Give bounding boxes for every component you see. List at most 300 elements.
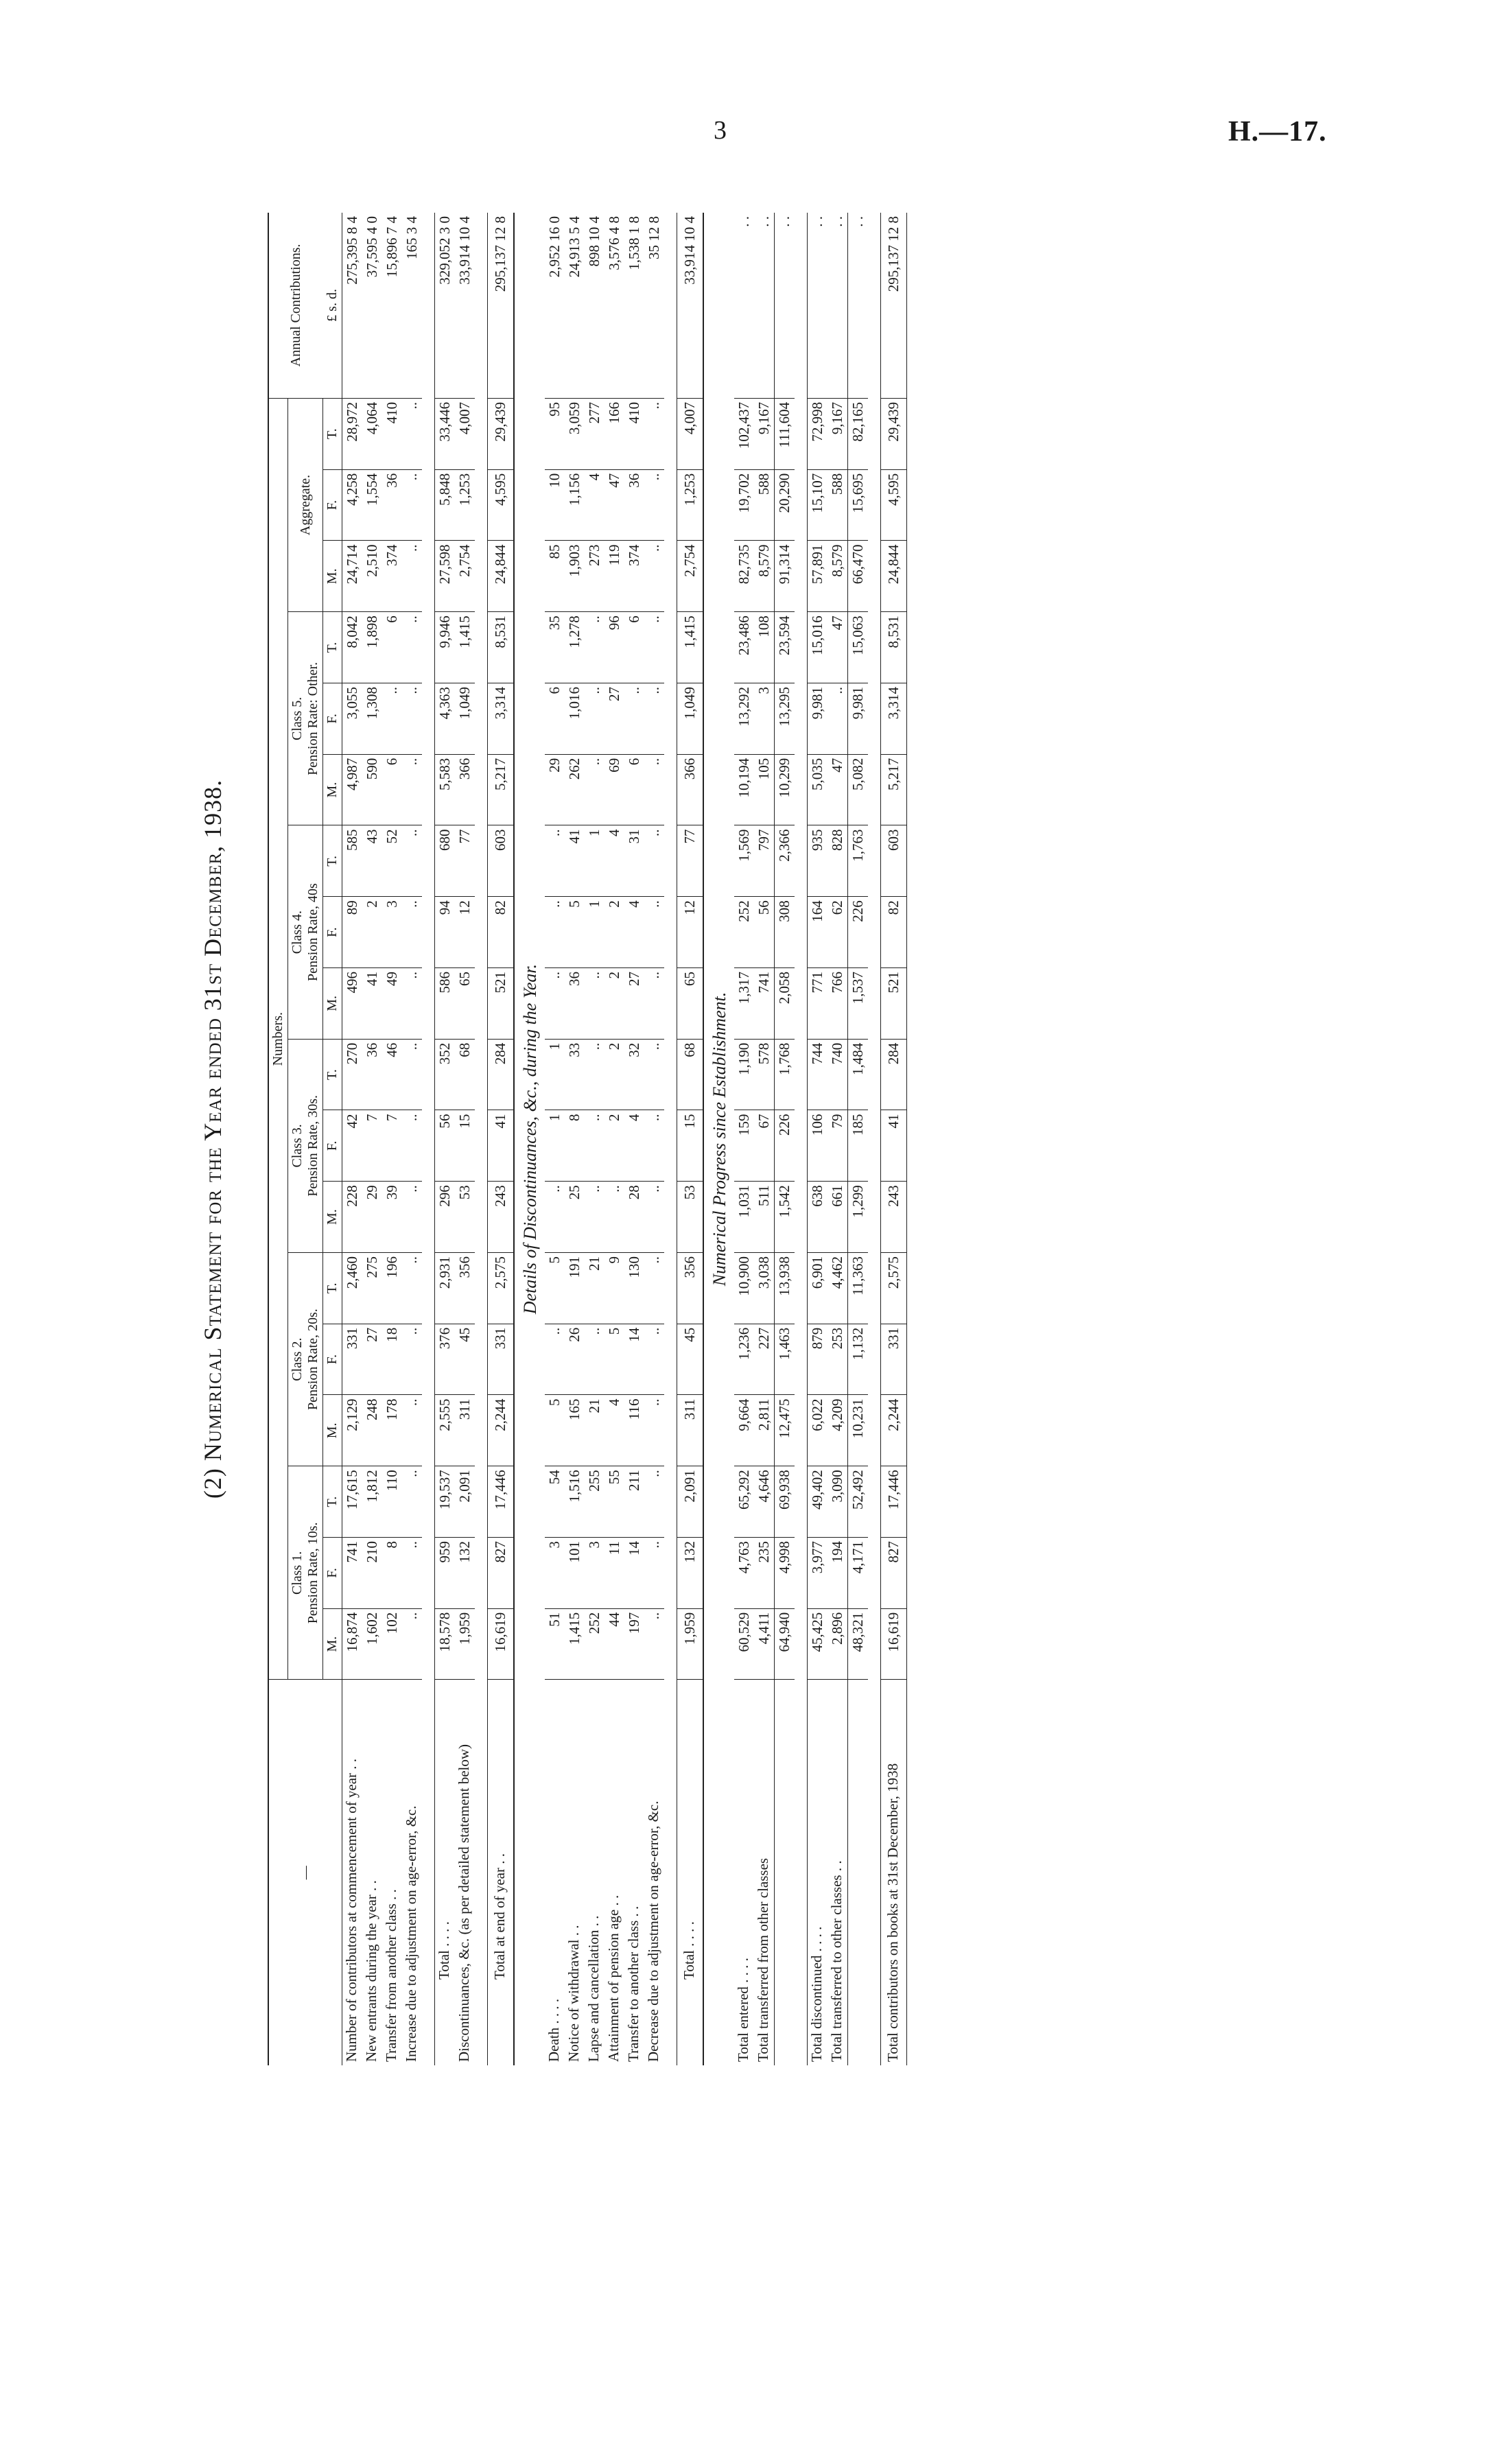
count-cell: 64,940	[775, 1608, 795, 1680]
count-cell: 1,463	[775, 1324, 795, 1395]
count-cell: 5	[545, 1395, 565, 1466]
count-cell: ..	[402, 1466, 422, 1538]
count-cell: 1,132	[848, 1324, 869, 1395]
row-label	[848, 1680, 869, 2065]
count-cell: ..	[644, 1538, 664, 1609]
count-cell: 1,236	[734, 1324, 754, 1395]
class-1-header: Class 1. Pension Rate, 10s.	[288, 1466, 323, 1680]
count-cell: 178	[382, 1395, 402, 1466]
count-cell: 8,579	[827, 541, 848, 612]
count-cell: ..	[402, 1608, 422, 1680]
contribution-cell: . .	[848, 213, 869, 398]
count-cell: 374	[624, 541, 644, 612]
count-cell: 42	[342, 1110, 363, 1182]
count-cell: 132	[455, 1538, 475, 1609]
count-cell: 2	[362, 897, 382, 968]
count-cell: ..	[545, 1324, 565, 1395]
count-cell: 166	[604, 398, 624, 469]
count-cell: ..	[402, 754, 422, 825]
count-cell: 3	[754, 683, 775, 755]
count-cell: 4	[624, 897, 644, 968]
count-cell: 8,579	[754, 541, 775, 612]
count-cell: ..	[545, 1182, 565, 1253]
count-cell: 96	[604, 612, 624, 683]
count-cell: 5	[545, 1253, 565, 1324]
table-row	[734, 213, 754, 2065]
count-cell: 29,439	[488, 398, 515, 469]
table-row	[382, 213, 402, 2065]
count-cell: 15,107	[808, 469, 828, 541]
count-cell: 356	[677, 1253, 704, 1324]
count-cell: 1	[545, 1110, 565, 1182]
count-cell: 521	[488, 968, 515, 1040]
contribution-cell: 2,952 16 0	[545, 213, 565, 398]
contribution-cell: 275,395 8 4	[342, 213, 363, 398]
count-cell: 2,931	[435, 1253, 456, 1324]
count-cell: 352	[435, 1039, 456, 1110]
count-cell: ..	[604, 1182, 624, 1253]
count-cell: 2,811	[754, 1395, 775, 1466]
count-cell: 20,290	[775, 469, 795, 541]
count-cell: 243	[488, 1182, 515, 1253]
table-row	[808, 213, 828, 2065]
count-cell: 3,314	[488, 683, 515, 755]
count-cell: 2	[604, 1039, 624, 1110]
count-cell: 227	[754, 1324, 775, 1395]
f-header: F.	[323, 1538, 342, 1609]
count-cell: 15	[455, 1110, 475, 1182]
count-cell: 82	[881, 897, 907, 968]
count-cell: ..	[644, 469, 664, 541]
count-cell: 376	[435, 1324, 456, 1395]
contribution-cell: . .	[808, 213, 828, 398]
count-cell: ..	[644, 612, 664, 683]
count-cell: 4,998	[775, 1538, 795, 1609]
count-cell: 273	[585, 541, 604, 612]
count-cell: 1,959	[677, 1608, 704, 1680]
count-cell: 2,091	[677, 1466, 704, 1538]
count-cell: 21	[585, 1395, 604, 1466]
count-cell: ..	[585, 612, 604, 683]
count-cell: 111,604	[775, 398, 795, 469]
t-header: T.	[323, 398, 342, 469]
count-cell: 47	[827, 612, 848, 683]
count-cell: 24,714	[342, 541, 363, 612]
count-cell: 1,299	[848, 1182, 869, 1253]
count-cell: 2,244	[488, 1395, 515, 1466]
count-cell: 3	[382, 897, 402, 968]
count-cell: 36	[565, 968, 585, 1040]
count-cell: 3	[585, 1538, 604, 1609]
count-cell: ..	[585, 968, 604, 1040]
row-label: Total . . . .	[677, 1680, 704, 2065]
count-cell: 9,981	[848, 683, 869, 755]
count-cell: 29	[362, 1182, 382, 1253]
count-cell: 308	[775, 897, 795, 968]
count-cell: ..	[402, 897, 422, 968]
count-cell: 1,763	[848, 825, 869, 897]
count-cell: ..	[402, 1182, 422, 1253]
row-label: Transfer from another class . .	[383, 1889, 399, 2062]
count-cell: 588	[827, 469, 848, 541]
count-cell: 68	[455, 1039, 475, 1110]
count-cell: 5,035	[808, 754, 828, 825]
count-cell: 366	[455, 754, 475, 825]
count-cell: 252	[585, 1608, 604, 1680]
count-cell: 410	[382, 398, 402, 469]
count-cell: 1,317	[734, 968, 754, 1040]
count-cell: 4,171	[848, 1538, 869, 1609]
count-cell: 2,510	[362, 541, 382, 612]
count-cell: 6	[624, 754, 644, 825]
count-cell: 5,217	[881, 754, 907, 825]
count-cell: 284	[488, 1039, 515, 1110]
f-header: F.	[323, 1324, 342, 1395]
count-cell: 24,844	[881, 541, 907, 612]
m-header: M.	[323, 541, 342, 612]
count-cell: ..	[402, 541, 422, 612]
count-cell: 18,578	[435, 1608, 456, 1680]
count-cell: 53	[455, 1182, 475, 1253]
count-cell: 4,763	[734, 1538, 754, 1609]
count-cell: 28	[624, 1182, 644, 1253]
table-row	[881, 213, 907, 2065]
count-cell: 4,646	[754, 1466, 775, 1538]
count-cell: 1,156	[565, 469, 585, 541]
contribution-cell: 35 12 8	[644, 213, 664, 398]
count-cell: 102,437	[734, 398, 754, 469]
count-cell: 62	[827, 897, 848, 968]
count-cell: 311	[677, 1395, 704, 1466]
count-cell: 29	[545, 754, 565, 825]
count-cell: 1	[585, 897, 604, 968]
count-cell: 2	[604, 968, 624, 1040]
count-cell: 511	[754, 1182, 775, 1253]
contribution-cell: 33,914 10 4	[677, 213, 704, 398]
count-cell: 740	[827, 1039, 848, 1110]
count-cell: 9,981	[808, 683, 828, 755]
count-cell: 15	[677, 1110, 704, 1182]
f-header: F.	[323, 897, 342, 968]
count-cell: 4,987	[342, 754, 363, 825]
count-cell: 12,475	[775, 1395, 795, 1466]
count-cell: 827	[881, 1538, 907, 1609]
count-cell: 4,064	[362, 398, 382, 469]
contribution-cell: 37,595 4 0	[362, 213, 382, 398]
count-cell: 1	[585, 825, 604, 897]
numbers-header: Numbers.	[268, 398, 288, 1680]
row-label: Lapse and cancellation . .	[585, 1915, 602, 2062]
count-cell: 11,363	[848, 1253, 869, 1324]
row-label: Total transferred from other classes	[755, 1857, 771, 2062]
count-cell: 6	[382, 612, 402, 683]
count-cell: ..	[624, 683, 644, 755]
count-cell: 6,901	[808, 1253, 828, 1324]
count-cell: 21	[585, 1253, 604, 1324]
table-row	[435, 213, 456, 2065]
table-row	[402, 213, 422, 2065]
table-row	[545, 213, 565, 2065]
count-cell: ..	[402, 1538, 422, 1609]
row-label: Total discontinued . . . .	[808, 1680, 828, 2065]
count-cell: 2,244	[881, 1395, 907, 1466]
count-cell: 19,537	[435, 1466, 456, 1538]
count-cell: 165	[565, 1395, 585, 1466]
count-cell: 1,959	[455, 1608, 475, 1680]
annual-contributions-header: Annual Contributions.	[268, 213, 323, 398]
count-cell: ..	[402, 1110, 422, 1182]
count-cell: 210	[362, 1538, 382, 1609]
m-header: M.	[323, 1182, 342, 1253]
count-cell: 1,415	[455, 612, 475, 683]
count-cell: 19,702	[734, 469, 754, 541]
f-header: F.	[323, 683, 342, 755]
count-cell: 4,007	[677, 398, 704, 469]
count-cell: 1,253	[455, 469, 475, 541]
count-cell: 252	[734, 897, 754, 968]
count-cell: 235	[754, 1538, 775, 1609]
count-cell: ..	[402, 1253, 422, 1324]
count-cell: 1,903	[565, 541, 585, 612]
row-label: Total at end of year . .	[488, 1680, 515, 2065]
count-cell: 56	[754, 897, 775, 968]
contribution-cell: . .	[827, 213, 848, 398]
count-cell: 13,938	[775, 1253, 795, 1324]
count-cell: 741	[342, 1538, 363, 1609]
count-cell: 311	[455, 1395, 475, 1466]
table-row	[604, 213, 624, 2065]
count-cell: 3,038	[754, 1253, 775, 1324]
count-cell: ..	[585, 1324, 604, 1395]
count-cell: 1,415	[565, 1608, 585, 1680]
count-cell: 69	[604, 754, 624, 825]
count-cell: 49,402	[808, 1466, 828, 1538]
count-cell: 48,321	[848, 1608, 869, 1680]
count-cell: 331	[342, 1324, 363, 1395]
count-cell: 13,292	[734, 683, 754, 755]
count-cell: 270	[342, 1039, 363, 1110]
count-cell: 52	[382, 825, 402, 897]
numerical-statement-table	[268, 213, 907, 2065]
count-cell: 159	[734, 1110, 754, 1182]
count-cell: 108	[754, 612, 775, 683]
count-cell: 16,874	[342, 1608, 363, 1680]
m-header: M.	[323, 1608, 342, 1680]
count-cell: ..	[644, 398, 664, 469]
count-cell: 9	[604, 1253, 624, 1324]
count-cell: 11	[604, 1538, 624, 1609]
count-cell: 36	[382, 469, 402, 541]
count-cell: ..	[402, 398, 422, 469]
count-cell: 45	[677, 1324, 704, 1395]
count-cell: ..	[402, 612, 422, 683]
count-cell: 2,754	[677, 541, 704, 612]
row-label: Total entered . . . .	[735, 1958, 751, 2062]
count-cell: 2,058	[775, 968, 795, 1040]
count-cell: 14	[624, 1324, 644, 1395]
count-cell: 1,308	[362, 683, 382, 755]
count-cell: 82,165	[848, 398, 869, 469]
table-row	[565, 213, 585, 2065]
count-cell: 4,209	[827, 1395, 848, 1466]
count-cell: 36	[362, 1039, 382, 1110]
count-cell: 6,022	[808, 1395, 828, 1466]
count-cell: 680	[435, 825, 456, 897]
count-cell: 60,529	[734, 1608, 754, 1680]
count-cell: 32	[624, 1039, 644, 1110]
count-cell: ..	[644, 1253, 664, 1324]
contribution-cell: 295,137 12 8	[881, 213, 907, 398]
count-cell: 766	[827, 968, 848, 1040]
count-cell: 4,595	[488, 469, 515, 541]
row-label: Notice of withdrawal . .	[565, 1925, 582, 2062]
count-cell: ..	[402, 825, 422, 897]
count-cell: 228	[342, 1182, 363, 1253]
count-cell: 2,460	[342, 1253, 363, 1324]
count-cell: 31	[624, 825, 644, 897]
count-cell: 741	[754, 968, 775, 1040]
count-cell: 56	[435, 1110, 456, 1182]
count-cell: 1,049	[677, 683, 704, 755]
count-cell: 226	[775, 1110, 795, 1182]
row-label: Total transferred to other classes . .	[828, 1860, 845, 2062]
count-cell: 4,363	[435, 683, 456, 755]
count-cell: 588	[754, 469, 775, 541]
row-label: Number of contributors at commencement of year . .	[343, 1758, 360, 2062]
count-cell: 744	[808, 1039, 828, 1110]
count-cell: 356	[455, 1253, 475, 1324]
count-cell: 211	[624, 1466, 644, 1538]
count-cell: ..	[644, 825, 664, 897]
count-cell: ..	[402, 968, 422, 1040]
count-cell: 586	[435, 968, 456, 1040]
contribution-cell: . .	[754, 213, 775, 398]
count-cell: ..	[545, 897, 565, 968]
count-cell: 15,016	[808, 612, 828, 683]
count-cell: 55	[604, 1466, 624, 1538]
table-row	[342, 213, 363, 2065]
count-cell: 2,896	[827, 1608, 848, 1680]
count-cell: ..	[402, 1395, 422, 1466]
count-cell: 77	[455, 825, 475, 897]
row-label: Increase due to adjustment on age-error, &c.	[403, 1805, 419, 2062]
count-cell: 277	[585, 398, 604, 469]
count-cell: ..	[402, 1039, 422, 1110]
count-cell: 17,446	[488, 1466, 515, 1538]
count-cell: 1,190	[734, 1039, 754, 1110]
count-cell: ..	[402, 1324, 422, 1395]
count-cell: 4,007	[455, 398, 475, 469]
count-cell: 33	[565, 1039, 585, 1110]
count-cell: ..	[644, 897, 664, 968]
count-cell: ..	[644, 1039, 664, 1110]
count-cell: 1,484	[848, 1039, 869, 1110]
count-cell: ..	[382, 683, 402, 755]
count-cell: 164	[808, 897, 828, 968]
table-row	[585, 213, 604, 2065]
table-row	[754, 213, 775, 2065]
count-cell: 5,583	[435, 754, 456, 825]
count-cell: ..	[402, 469, 422, 541]
rotated-statement	[192, 213, 1263, 2065]
count-cell: ..	[644, 541, 664, 612]
count-cell: 3,090	[827, 1466, 848, 1538]
count-cell: 9,664	[734, 1395, 754, 1466]
row-label: Total . . . .	[435, 1680, 456, 2065]
count-cell: 94	[435, 897, 456, 968]
count-cell: 45,425	[808, 1608, 828, 1680]
contribution-cell: 1,538 1 8	[624, 213, 644, 398]
count-cell: 14	[624, 1538, 644, 1609]
count-cell: 13,295	[775, 683, 795, 755]
count-cell: 2,091	[455, 1466, 475, 1538]
row-label: New entrants during the year . .	[363, 1880, 379, 2062]
f-header: F.	[323, 1110, 342, 1182]
count-cell: 1	[545, 1039, 565, 1110]
count-cell: 35	[545, 612, 565, 683]
class-3-header: Class 3. Pension Rate, 30s.	[288, 1039, 323, 1252]
row-label: Discontinuances, &c. (as per detailed statement below)	[456, 1744, 472, 2062]
count-cell: 18	[382, 1324, 402, 1395]
count-cell: 23,486	[734, 612, 754, 683]
count-cell: ..	[545, 968, 565, 1040]
count-cell: 196	[382, 1253, 402, 1324]
table-row	[827, 213, 848, 2065]
count-cell: 2,555	[435, 1395, 456, 1466]
count-cell: 8,042	[342, 612, 363, 683]
count-cell: 27	[624, 968, 644, 1040]
table-row	[644, 213, 664, 2065]
count-cell: 4,462	[827, 1253, 848, 1324]
count-cell: ..	[644, 754, 664, 825]
contribution-cell: . .	[775, 213, 795, 398]
count-cell: 44	[604, 1608, 624, 1680]
count-cell: 248	[362, 1395, 382, 1466]
section-heading-progress: Numerical Progress since Establishment.	[703, 213, 734, 2065]
count-cell: 1,049	[455, 683, 475, 755]
count-cell: 496	[342, 968, 363, 1040]
count-cell: 1,415	[677, 612, 704, 683]
count-cell: 39	[382, 1182, 402, 1253]
count-cell: 16,619	[881, 1608, 907, 1680]
count-cell: ..	[585, 1182, 604, 1253]
count-cell: ..	[644, 1324, 664, 1395]
count-cell: ..	[402, 683, 422, 755]
blank-stub-header: —	[268, 1680, 342, 2065]
count-cell: 27	[604, 683, 624, 755]
count-cell: 89	[342, 897, 363, 968]
report-code: H.—17.	[1228, 116, 1327, 148]
count-cell: 771	[808, 968, 828, 1040]
count-cell: 10	[545, 469, 565, 541]
count-cell: 132	[677, 1538, 704, 1609]
count-cell: 8	[565, 1110, 585, 1182]
count-cell: 1,554	[362, 469, 382, 541]
lsd-header: £ s. d.	[323, 213, 342, 398]
count-cell: 106	[808, 1110, 828, 1182]
t-header: T.	[323, 612, 342, 683]
count-cell: ..	[644, 1608, 664, 1680]
count-cell: 47	[604, 469, 624, 541]
table-row	[488, 213, 515, 2065]
count-cell: 638	[808, 1182, 828, 1253]
count-cell: 1,537	[848, 968, 869, 1040]
count-cell: 197	[624, 1608, 644, 1680]
table-row	[455, 213, 475, 2065]
count-cell: 102	[382, 1608, 402, 1680]
count-cell: 95	[545, 398, 565, 469]
count-cell: 51	[545, 1608, 565, 1680]
